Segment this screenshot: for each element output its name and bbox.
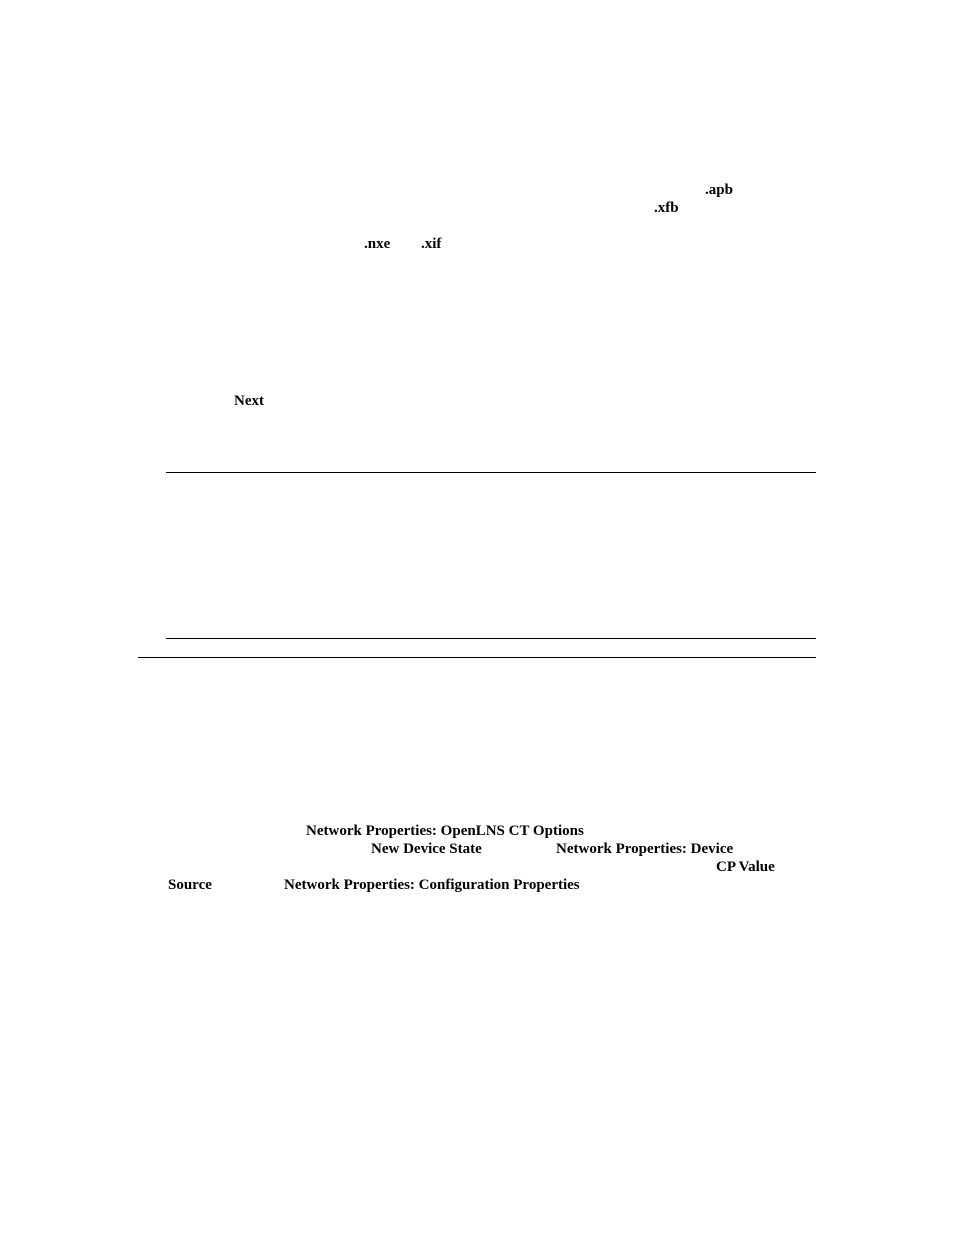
next-button-reference: Next <box>234 393 264 409</box>
source-reference: Source <box>168 877 212 893</box>
cp-value-reference: CP Value <box>716 859 775 875</box>
note-bottom-rule <box>166 638 816 639</box>
xfb-extension: .xfb <box>654 200 679 216</box>
openlns-ct-options-reference: Network Properties: OpenLNS CT Options <box>306 823 584 839</box>
note-top-rule <box>166 472 816 473</box>
apb-extension: .apb <box>705 182 733 198</box>
section-divider-rule <box>138 657 816 658</box>
nxe-extension: .nxe <box>364 236 391 252</box>
xif-extension: .xif <box>421 236 442 252</box>
configuration-properties-reference: Network Properties: Configuration Properties <box>284 877 580 893</box>
new-device-state-reference: New Device State <box>371 841 482 857</box>
network-properties-device-reference: Network Properties: Device <box>556 841 734 857</box>
